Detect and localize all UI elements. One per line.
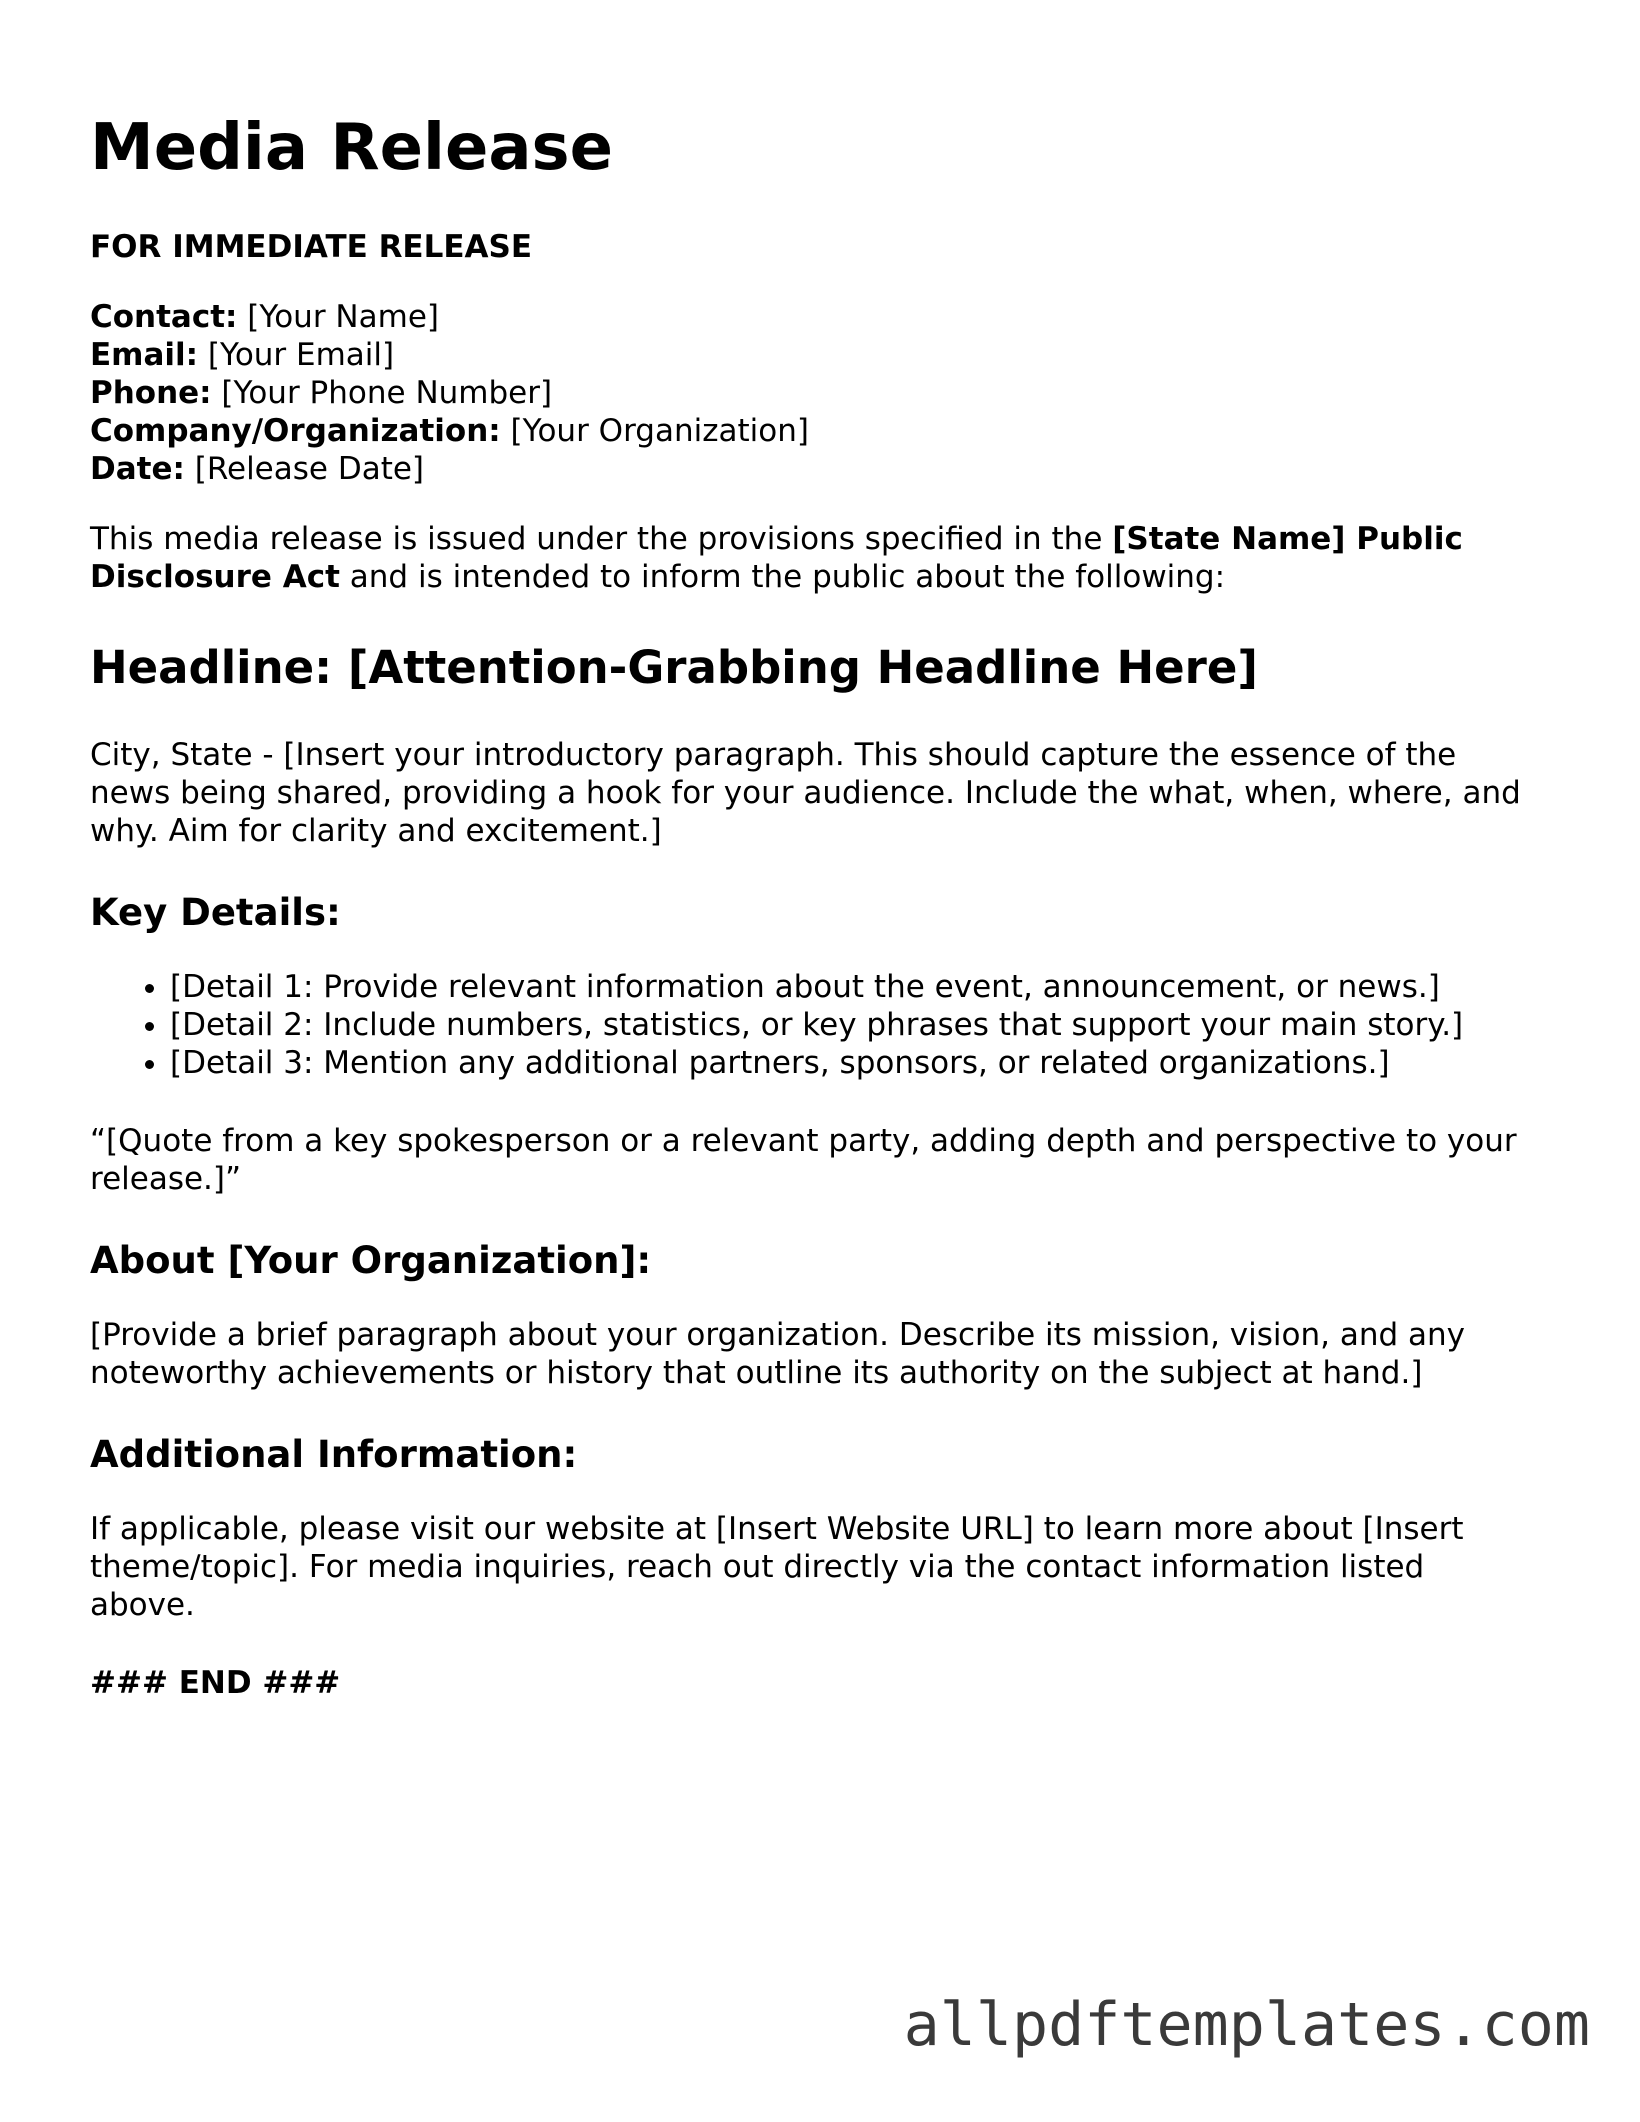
- email-label: Email:: [90, 337, 199, 373]
- contact-phone-line: [90, 374, 1530, 412]
- contact-name-line: [90, 298, 1530, 336]
- additional-info-paragraph: If applicable, please visit our website at [Insert Website URL] to learn more about [Insert theme/topic]. For media inquiries, reach out directly via the contact information listed above.: [90, 1511, 1464, 1623]
- intro-text-before: This media release is issued under the provisions specified in the: [90, 521, 1113, 557]
- organization-value: [Your Organization]: [500, 413, 809, 449]
- about-heading: About [Your Organization]:: [90, 1239, 652, 1282]
- contact-value: [Your Name]: [237, 299, 439, 335]
- key-details-heading: Key Details:: [90, 891, 341, 934]
- end-marker: ### END ###: [90, 1665, 341, 1701]
- list-item: • [Detail 2: Include numbers, statistics, or key phrases that support your main story.]: [170, 1006, 1530, 1044]
- quote-paragraph: “[Quote from a key spokesperson or a relevant party, adding depth and perspective to your release.]”: [90, 1123, 1517, 1197]
- list-item: • [Detail 1: Provide relevant information about the event, announcement, or news.]: [170, 968, 1530, 1006]
- contact-block: [90, 298, 1530, 488]
- intro-paragraph: [90, 520, 1530, 596]
- date-value: [Release Date]: [184, 451, 425, 487]
- contact-organization-line: [90, 412, 1530, 450]
- about-paragraph: [Provide a brief paragraph about your organization. Describe its mission, vision, and any noteworthy achievements or history that outline its authority on the subject at hand.]: [90, 1317, 1466, 1391]
- document-title: Media Release: [90, 111, 614, 185]
- document-page: [90, 110, 1530, 1702]
- headline: Headline: [Attention-Grabbing Headline Here]: [90, 641, 1258, 694]
- intro-text-after: and is intended to inform the public about the following:: [339, 559, 1226, 595]
- release-label: FOR IMMEDIATE RELEASE: [90, 229, 533, 265]
- list-item: • [Detail 3: Mention any additional partners, sponsors, or related organizations.]: [170, 1044, 1530, 1082]
- phone-label: Phone:: [90, 375, 212, 411]
- phone-value: [Your Phone Number]: [211, 375, 553, 411]
- watermark-text: allpdftemplates.com: [903, 1990, 1590, 2060]
- key-details-list: [90, 968, 1530, 1082]
- contact-label: Contact:: [90, 299, 238, 335]
- email-value: [Your Email]: [198, 337, 395, 373]
- contact-email-line: [90, 336, 1530, 374]
- lead-paragraph: City, State - [Insert your introductory paragraph. This should capture the essence of the news being shared, providing a hook for your audience. Include the what, when, where, and why. Aim for clarity and excitement.]: [90, 737, 1521, 849]
- contact-date-line: [90, 450, 1530, 488]
- date-label: Date:: [90, 451, 185, 487]
- additional-info-heading: Additional Information:: [90, 1433, 578, 1476]
- organization-label: Company/Organization:: [90, 413, 501, 449]
- intro-act-name: [State Name] Public Disclosure Act: [90, 521, 1463, 595]
